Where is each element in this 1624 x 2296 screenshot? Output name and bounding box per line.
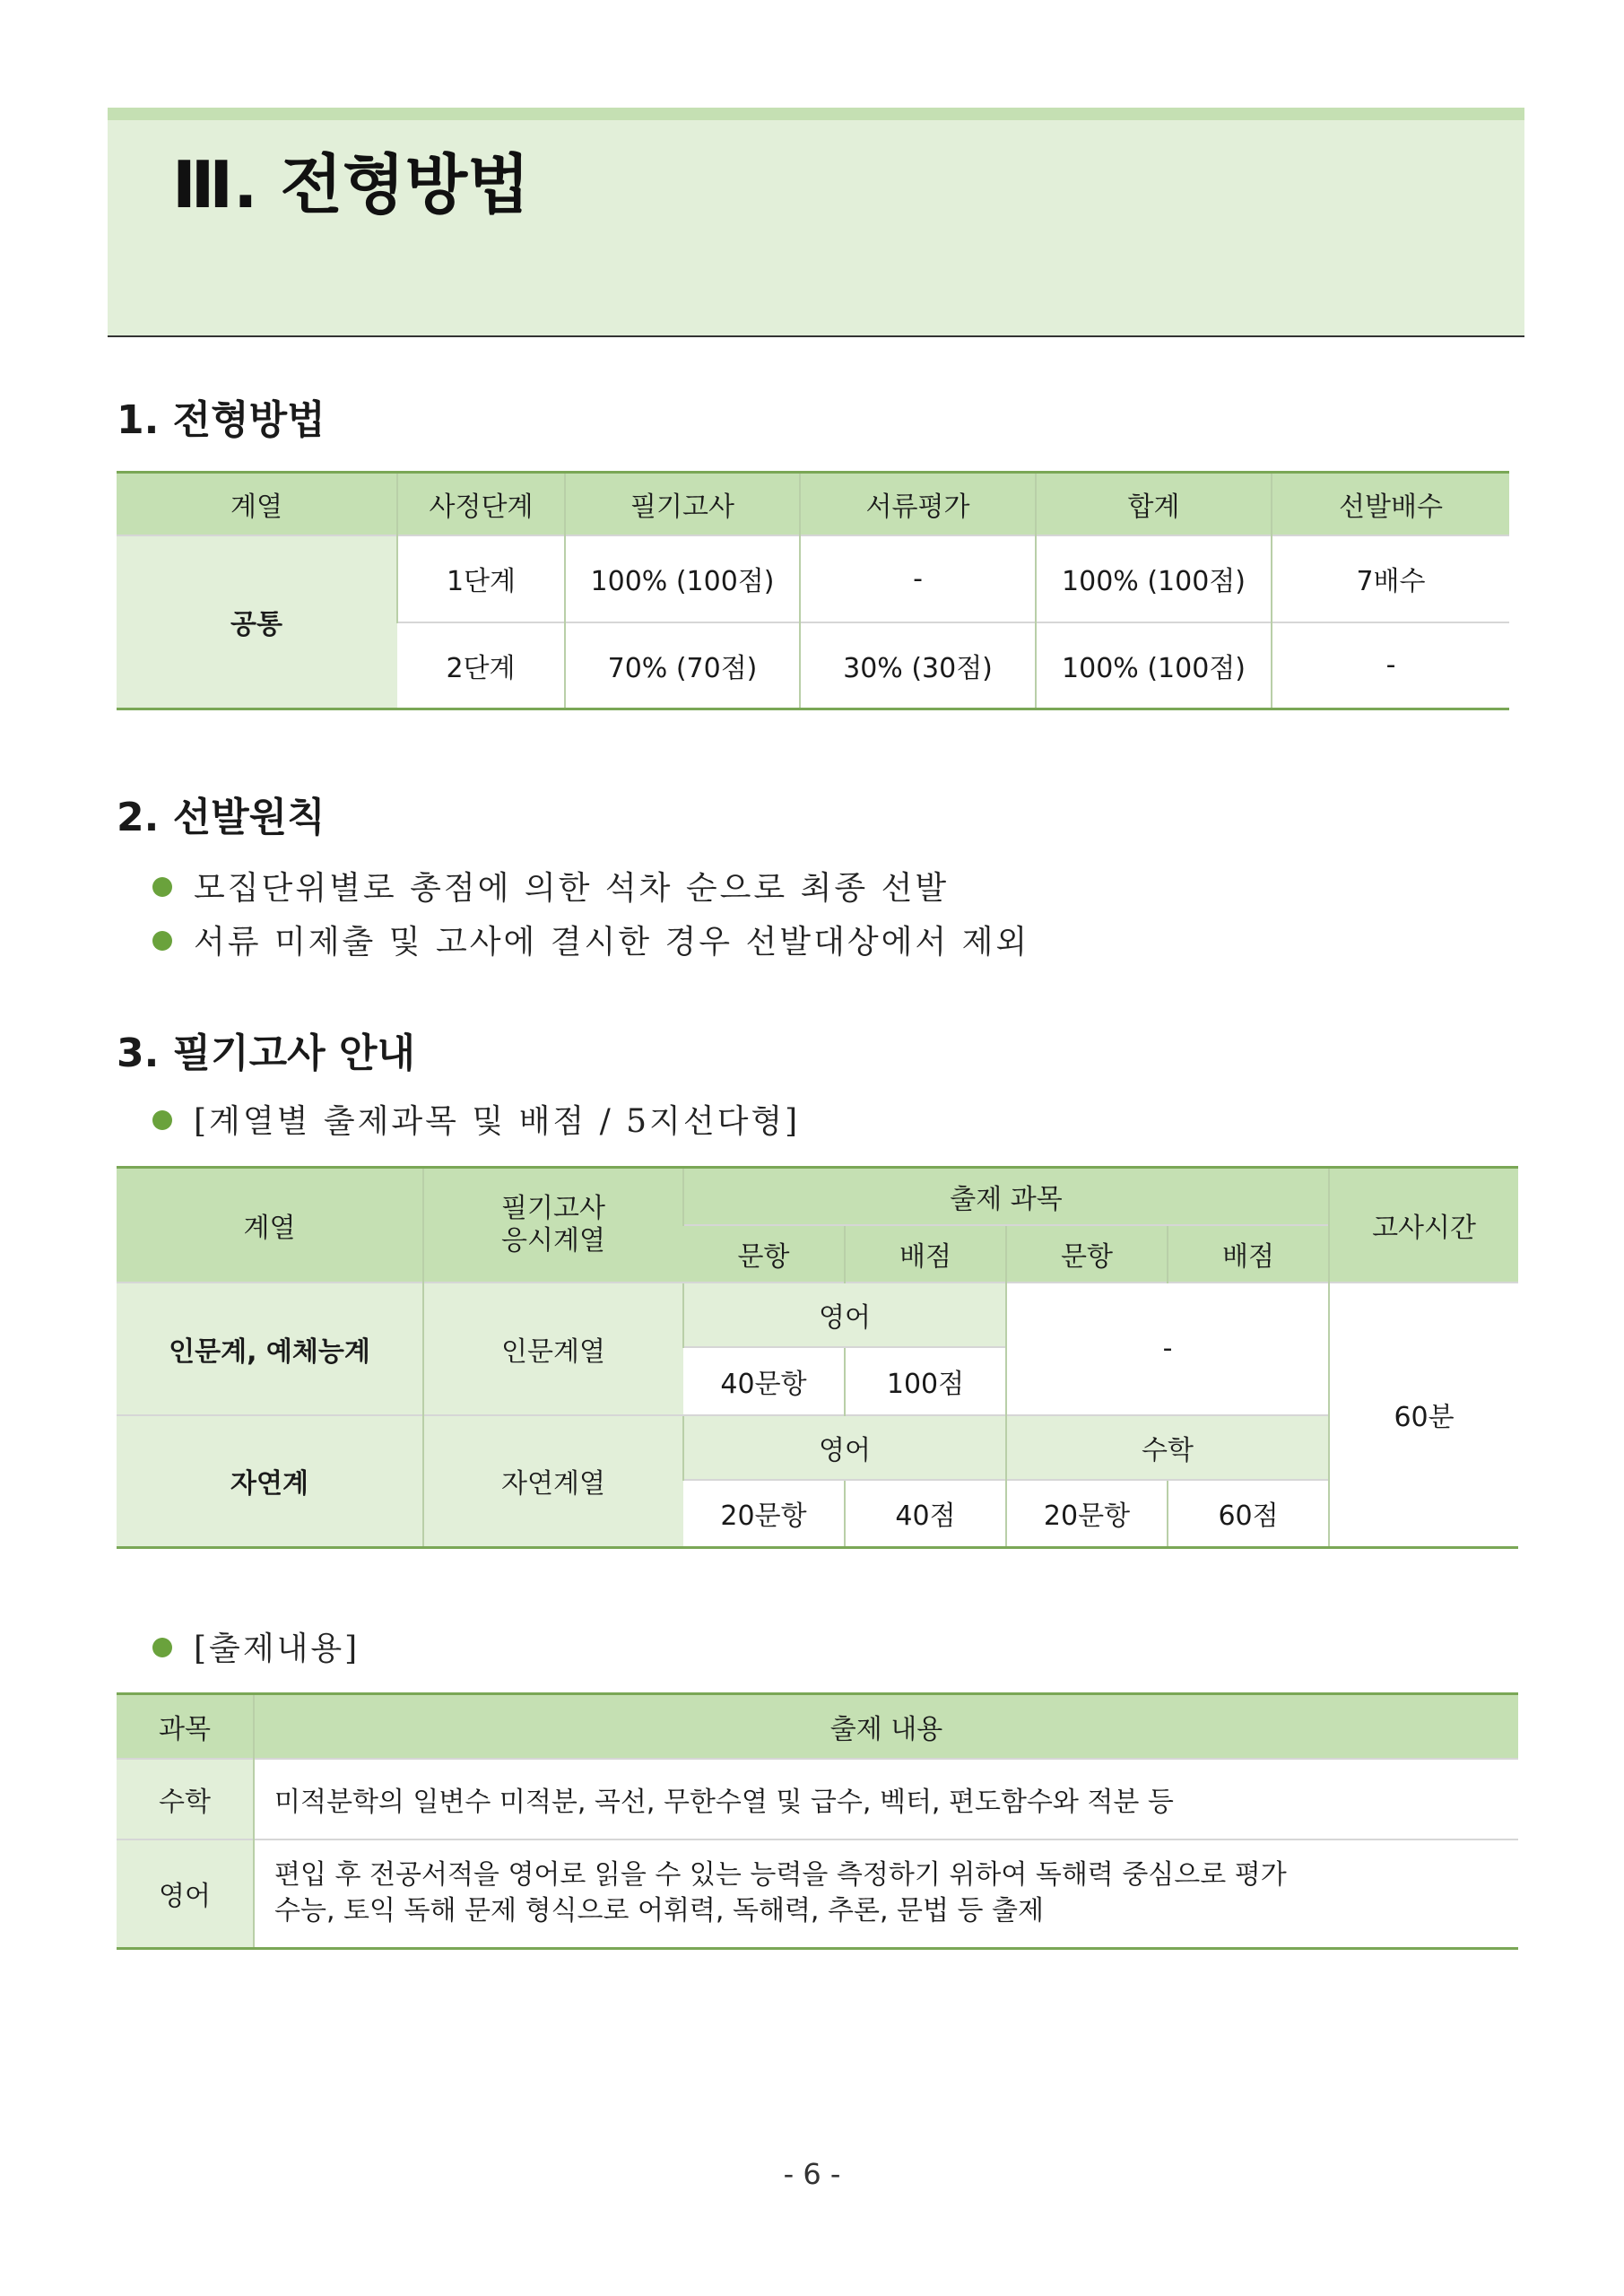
content-bullet bbox=[152, 1623, 360, 1669]
written-cell: 100% (100점) bbox=[565, 535, 800, 622]
total-cell: 100% (100점) bbox=[1036, 535, 1272, 622]
subject-math: 수학 bbox=[1006, 1415, 1329, 1480]
documents-cell: - bbox=[800, 535, 1036, 622]
table-row bbox=[117, 473, 1509, 535]
header-exam-track: 필기고사 응시계열 bbox=[423, 1168, 683, 1283]
content-line: 편입 후 전공서적을 영어로 읽을 수 있는 능력을 측정하기 위하여 독해력 중심으로 평가 bbox=[274, 1858, 1287, 1891]
principle-item bbox=[152, 863, 949, 909]
question-count: 20문항 bbox=[1006, 1480, 1168, 1548]
exam-table bbox=[117, 1166, 1518, 1549]
exam-bullet-text: [계열별 출제과목 및 배점 / 5지선다형] bbox=[194, 1103, 801, 1140]
content-math bbox=[254, 1759, 1518, 1839]
chapter-title: Ⅲ. 전형방법 bbox=[172, 147, 530, 222]
header-time: 고사시간 bbox=[1329, 1168, 1518, 1283]
content-line: 수능, 토익 독해 문제 형식으로 어휘력, 독해력, 추론, 문법 등 출제 bbox=[274, 1895, 1045, 1927]
content-line: 미적분학의 일변수 미적분, 곡선, 무한수열 및 급수, 벡터, 편도함수와 적분 등 bbox=[274, 1786, 1174, 1818]
total-cell: 100% (100점) bbox=[1036, 622, 1272, 709]
chapter-banner bbox=[108, 108, 1524, 337]
header-total: 합계 bbox=[1036, 473, 1272, 535]
subheader-score: 배점 bbox=[845, 1225, 1006, 1283]
group-common: 공통 bbox=[117, 535, 397, 709]
header-stage: 사정단계 bbox=[397, 473, 565, 535]
bullet-dot-icon bbox=[152, 877, 172, 897]
table-row bbox=[117, 1694, 1518, 1759]
stage-cell: 1단계 bbox=[397, 535, 565, 622]
header-multiple: 선발배수 bbox=[1272, 473, 1509, 535]
exam-track-humanities: 인문계열 bbox=[423, 1283, 683, 1415]
multiple-cell: 7배수 bbox=[1272, 535, 1509, 622]
subheader-questions: 문항 bbox=[1006, 1225, 1168, 1283]
table-row bbox=[117, 535, 1509, 622]
page-number: - 6 - bbox=[783, 2157, 841, 2191]
content-bullet-text: [출제내용] bbox=[194, 1631, 360, 1667]
bullet-dot-icon bbox=[152, 1638, 172, 1657]
question-count: 20문항 bbox=[683, 1480, 845, 1548]
header-content: 출제 내용 bbox=[254, 1694, 1518, 1759]
score-value: 100점 bbox=[845, 1347, 1006, 1415]
header-written: 필기고사 bbox=[565, 473, 800, 535]
content-table bbox=[117, 1692, 1518, 1950]
section-title-method: 1. 전형방법 bbox=[117, 397, 326, 443]
track-humanities: 인문계, 예체능계 bbox=[117, 1283, 423, 1415]
header-track: 계열 bbox=[117, 1168, 423, 1283]
score-value: 60점 bbox=[1168, 1480, 1329, 1548]
table-row bbox=[117, 1283, 1518, 1347]
principle-item bbox=[152, 917, 1029, 962]
header-subject: 과목 bbox=[117, 1694, 254, 1759]
bullet-dot-icon bbox=[152, 1110, 172, 1130]
exam-track-natural: 자연계열 bbox=[423, 1415, 683, 1548]
section-title-principles: 2. 선발원칙 bbox=[117, 795, 326, 840]
table-row bbox=[117, 1759, 1518, 1839]
bullet-dot-icon bbox=[152, 931, 172, 951]
subject-english: 영어 bbox=[683, 1415, 1006, 1480]
header-track: 계열 bbox=[117, 473, 397, 535]
subject-empty: - bbox=[1006, 1283, 1329, 1415]
multiple-cell: - bbox=[1272, 622, 1509, 709]
stage-cell: 2단계 bbox=[397, 622, 565, 709]
documents-cell: 30% (30점) bbox=[800, 622, 1036, 709]
written-cell: 70% (70점) bbox=[565, 622, 800, 709]
principle-text: 서류 미제출 및 고사에 결시한 경우 선발대상에서 제외 bbox=[194, 924, 1030, 961]
exam-time: 60분 bbox=[1329, 1283, 1518, 1548]
exam-bullet bbox=[152, 1096, 800, 1142]
method-table bbox=[117, 471, 1509, 710]
subject-english: 영어 bbox=[683, 1283, 1006, 1347]
principle-text: 모집단위별로 총점에 의한 석차 순으로 최종 선발 bbox=[194, 870, 950, 907]
question-count: 40문항 bbox=[683, 1347, 845, 1415]
header-documents: 서류평가 bbox=[800, 473, 1036, 535]
score-value: 40점 bbox=[845, 1480, 1006, 1548]
subheader-score: 배점 bbox=[1168, 1225, 1329, 1283]
table-row bbox=[117, 1839, 1518, 1949]
track-natural: 자연계 bbox=[117, 1415, 423, 1548]
section-title-exam: 3. 필기고사 안내 bbox=[117, 1031, 415, 1076]
content-subject-math: 수학 bbox=[117, 1759, 254, 1839]
content-english bbox=[254, 1839, 1518, 1949]
table-row bbox=[117, 1415, 1518, 1480]
table-row bbox=[117, 1168, 1518, 1225]
header-subjects: 출제 과목 bbox=[683, 1168, 1329, 1225]
content-subject-english: 영어 bbox=[117, 1839, 254, 1949]
subheader-questions: 문항 bbox=[683, 1225, 845, 1283]
